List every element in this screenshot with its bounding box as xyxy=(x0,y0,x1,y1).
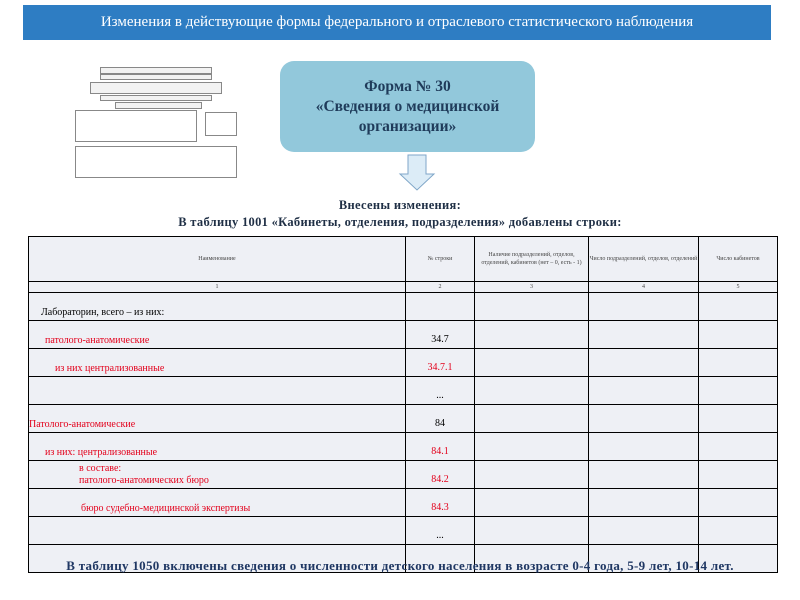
value-cell[interactable] xyxy=(475,489,589,517)
row-number: 84.3 xyxy=(406,489,475,517)
table-row xyxy=(29,517,778,545)
row-number: 84 xyxy=(406,405,475,433)
form-thumbnail-image xyxy=(70,62,240,180)
value-cell[interactable] xyxy=(699,433,778,461)
form-box-line: организации» xyxy=(358,117,457,135)
table-1001 xyxy=(28,236,778,573)
column-index: 4 xyxy=(589,282,699,293)
table-row xyxy=(29,321,778,349)
value-cell[interactable] xyxy=(589,489,699,517)
value-cell[interactable] xyxy=(475,321,589,349)
value-cell[interactable] xyxy=(589,377,699,405)
value-cell[interactable] xyxy=(589,293,699,321)
value-cell[interactable] xyxy=(589,349,699,377)
row-name xyxy=(29,517,406,545)
column-header: № строки xyxy=(406,237,475,282)
changes-heading: Внесены изменения: xyxy=(338,198,462,212)
row-name: из них: централизованные xyxy=(29,433,406,461)
form-30-box xyxy=(280,61,535,152)
table-row xyxy=(29,433,778,461)
row-number: 34.7 xyxy=(406,321,475,349)
column-header: Наличие подразделений, отделов, отделений, кабинетов (нет – 0, есть - 1) xyxy=(475,237,589,282)
form-box-line: «Сведения о медицинской xyxy=(315,97,500,115)
table-row xyxy=(29,461,778,489)
slide-title-bar xyxy=(23,5,771,40)
value-cell[interactable] xyxy=(475,349,589,377)
table-row xyxy=(29,349,778,377)
value-cell[interactable] xyxy=(699,517,778,545)
value-cell[interactable] xyxy=(589,517,699,545)
table-row xyxy=(29,405,778,433)
table-row xyxy=(29,377,778,405)
value-cell[interactable] xyxy=(475,405,589,433)
value-cell[interactable] xyxy=(699,461,778,489)
row-name: патолого-анатомические xyxy=(29,321,406,349)
value-cell[interactable] xyxy=(589,461,699,489)
value-cell[interactable] xyxy=(589,433,699,461)
value-cell[interactable] xyxy=(699,293,778,321)
table-row xyxy=(29,489,778,517)
form-box-line: Форма № 30 xyxy=(364,77,451,95)
column-index-row xyxy=(29,282,778,293)
column-index: 2 xyxy=(406,282,475,293)
row-number xyxy=(406,293,475,321)
table-1050-note: В таблицу 1050 включены сведения о численности детского населения в возрасте 0-4 года, 5-9 лет, 10-14 лет. xyxy=(66,558,734,573)
column-index: 1 xyxy=(29,282,406,293)
value-cell[interactable] xyxy=(699,321,778,349)
row-name: из них централизованные xyxy=(29,349,406,377)
slide-title: Изменения в действующие формы федерального и отраслевого статистического наблюдения xyxy=(100,14,694,30)
column-index: 5 xyxy=(699,282,778,293)
column-header: Наименование xyxy=(29,237,406,282)
column-header: Число кабинетов xyxy=(699,237,778,282)
down-arrow-icon xyxy=(398,154,436,192)
value-cell[interactable] xyxy=(589,321,699,349)
row-number: 84.1 xyxy=(406,433,475,461)
changes-description: В таблицу 1001 «Кабинеты, отделения, подразделения» добавлены строки: xyxy=(178,215,622,229)
column-header: Число подразделений, отделов, отделений xyxy=(589,237,699,282)
row-number: 84.2 xyxy=(406,461,475,489)
value-cell[interactable] xyxy=(475,377,589,405)
table-header-row xyxy=(29,237,778,282)
row-number: ... xyxy=(406,377,475,405)
value-cell[interactable] xyxy=(699,349,778,377)
value-cell[interactable] xyxy=(699,377,778,405)
value-cell[interactable] xyxy=(475,433,589,461)
row-number: 34.7.1 xyxy=(406,349,475,377)
value-cell[interactable] xyxy=(699,405,778,433)
value-cell[interactable] xyxy=(475,293,589,321)
row-name: бюро судебно-медицинской экспертизы xyxy=(29,489,406,517)
row-name: Лабораторин, всего – из них: xyxy=(29,293,406,321)
row-name xyxy=(29,377,406,405)
row-name: Патолого-анатомические xyxy=(29,405,406,433)
table-row xyxy=(29,293,778,321)
value-cell[interactable] xyxy=(699,489,778,517)
value-cell[interactable] xyxy=(475,461,589,489)
column-index: 3 xyxy=(475,282,589,293)
value-cell[interactable] xyxy=(475,517,589,545)
row-number: ... xyxy=(406,517,475,545)
row-name: в составе: патолого-анатомических бюро xyxy=(29,461,406,489)
value-cell[interactable] xyxy=(589,405,699,433)
